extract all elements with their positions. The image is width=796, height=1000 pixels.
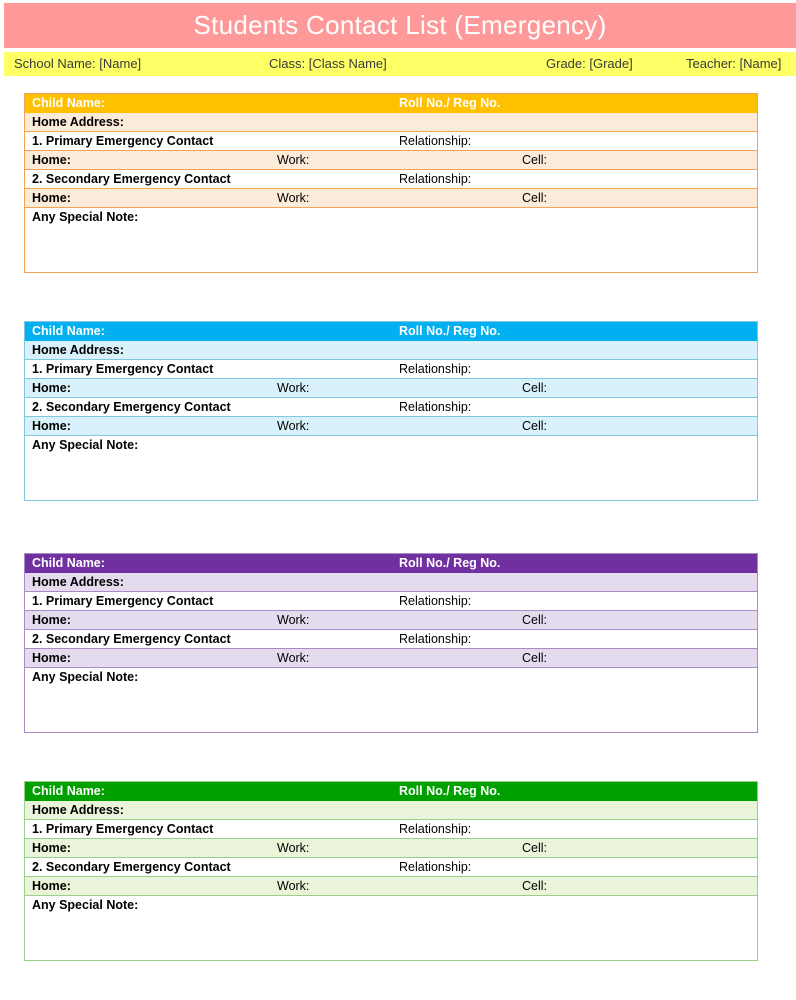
secondary-phone-row [25, 189, 757, 208]
card-header [25, 554, 757, 573]
card-header [25, 782, 757, 801]
child-name-label[interactable]: Child Name: [32, 784, 105, 798]
primary-contact-row [25, 132, 757, 151]
relationship-label[interactable]: Relationship: [399, 134, 472, 148]
primary-phone-row [25, 379, 757, 398]
grade-field[interactable]: Grade: [Grade] [546, 56, 633, 71]
special-note-label: Any Special Note: [32, 438, 139, 452]
work-phone-label[interactable]: Work: [277, 879, 310, 893]
secondary-phone-row [25, 877, 757, 896]
cell-phone-label[interactable]: Cell: [522, 841, 548, 855]
card-header [25, 322, 757, 341]
home-address-label[interactable]: Home Address: [32, 803, 124, 817]
relationship-label[interactable]: Relationship: [399, 362, 472, 376]
work-phone-label[interactable]: Work: [277, 419, 310, 433]
home-address-row [25, 573, 757, 592]
cell-phone-label[interactable]: Cell: [522, 651, 548, 665]
special-note-area[interactable] [25, 208, 757, 272]
secondary-contact-label[interactable]: 2. Secondary Emergency Contact [32, 860, 231, 874]
roll-no-label[interactable]: Roll No./ Reg No. [399, 96, 501, 110]
work-phone-label[interactable]: Work: [277, 841, 310, 855]
info-bar [4, 52, 796, 76]
contact-card [24, 321, 758, 501]
relationship-label[interactable]: Relationship: [399, 172, 472, 186]
child-name-label[interactable]: Child Name: [32, 324, 105, 338]
relationship-label[interactable]: Relationship: [399, 860, 472, 874]
secondary-contact-label[interactable]: 2. Secondary Emergency Contact [32, 400, 231, 414]
home-phone-label[interactable]: Home: [32, 419, 71, 433]
primary-contact-label[interactable]: 1. Primary Emergency Contact [32, 362, 214, 376]
special-note-area[interactable] [25, 436, 757, 500]
roll-no-label[interactable]: Roll No./ Reg No. [399, 784, 501, 798]
special-note-label: Any Special Note: [32, 210, 139, 224]
cell-phone-label[interactable]: Cell: [522, 191, 548, 205]
work-phone-label[interactable]: Work: [277, 651, 310, 665]
secondary-contact-label[interactable]: 2. Secondary Emergency Contact [32, 632, 231, 646]
secondary-phone-row [25, 649, 757, 668]
work-phone-label[interactable]: Work: [277, 613, 310, 627]
primary-contact-label[interactable]: 1. Primary Emergency Contact [32, 822, 214, 836]
primary-phone-row [25, 839, 757, 858]
special-note-area[interactable] [25, 668, 757, 732]
home-phone-label[interactable]: Home: [32, 153, 71, 167]
secondary-phone-row [25, 417, 757, 436]
cell-phone-label[interactable]: Cell: [522, 419, 548, 433]
secondary-contact-row [25, 630, 757, 649]
contact-card [24, 553, 758, 733]
school-name-field[interactable]: School Name: [Name] [14, 56, 142, 71]
primary-contact-label[interactable]: 1. Primary Emergency Contact [32, 594, 214, 608]
home-address-row [25, 113, 757, 132]
relationship-label[interactable]: Relationship: [399, 822, 472, 836]
card-header [25, 94, 757, 113]
home-phone-label[interactable]: Home: [32, 381, 71, 395]
special-note-label: Any Special Note: [32, 670, 139, 684]
work-phone-label[interactable]: Work: [277, 381, 310, 395]
primary-phone-row [25, 151, 757, 170]
home-address-label[interactable]: Home Address: [32, 343, 124, 357]
relationship-label[interactable]: Relationship: [399, 632, 472, 646]
home-phone-label[interactable]: Home: [32, 841, 71, 855]
cell-phone-label[interactable]: Cell: [522, 879, 548, 893]
contact-card [24, 93, 758, 273]
primary-contact-label[interactable]: 1. Primary Emergency Contact [32, 134, 214, 148]
page-title: Students Contact List (Emergency) [4, 3, 796, 48]
home-phone-label[interactable]: Home: [32, 651, 71, 665]
roll-no-label[interactable]: Roll No./ Reg No. [399, 324, 501, 338]
teacher-field[interactable]: Teacher: [Name] [686, 56, 782, 71]
home-address-label[interactable]: Home Address: [32, 575, 124, 589]
special-note-label: Any Special Note: [32, 898, 139, 912]
child-name-label[interactable]: Child Name: [32, 556, 105, 570]
work-phone-label[interactable]: Work: [277, 153, 310, 167]
home-address-label[interactable]: Home Address: [32, 115, 124, 129]
relationship-label[interactable]: Relationship: [399, 400, 472, 414]
secondary-contact-row [25, 398, 757, 417]
home-address-row [25, 341, 757, 360]
secondary-contact-row [25, 858, 757, 877]
home-phone-label[interactable]: Home: [32, 613, 71, 627]
secondary-contact-label[interactable]: 2. Secondary Emergency Contact [32, 172, 231, 186]
primary-phone-row [25, 611, 757, 630]
relationship-label[interactable]: Relationship: [399, 594, 472, 608]
home-phone-label[interactable]: Home: [32, 879, 71, 893]
primary-contact-row [25, 360, 757, 379]
contact-card [24, 781, 758, 961]
roll-no-label[interactable]: Roll No./ Reg No. [399, 556, 501, 570]
secondary-contact-row [25, 170, 757, 189]
class-field[interactable]: Class: [Class Name] [269, 56, 387, 71]
special-note-area[interactable] [25, 896, 757, 960]
cell-phone-label[interactable]: Cell: [522, 613, 548, 627]
cell-phone-label[interactable]: Cell: [522, 381, 548, 395]
primary-contact-row [25, 592, 757, 611]
home-phone-label[interactable]: Home: [32, 191, 71, 205]
work-phone-label[interactable]: Work: [277, 191, 310, 205]
home-address-row [25, 801, 757, 820]
cell-phone-label[interactable]: Cell: [522, 153, 548, 167]
child-name-label[interactable]: Child Name: [32, 96, 105, 110]
primary-contact-row [25, 820, 757, 839]
